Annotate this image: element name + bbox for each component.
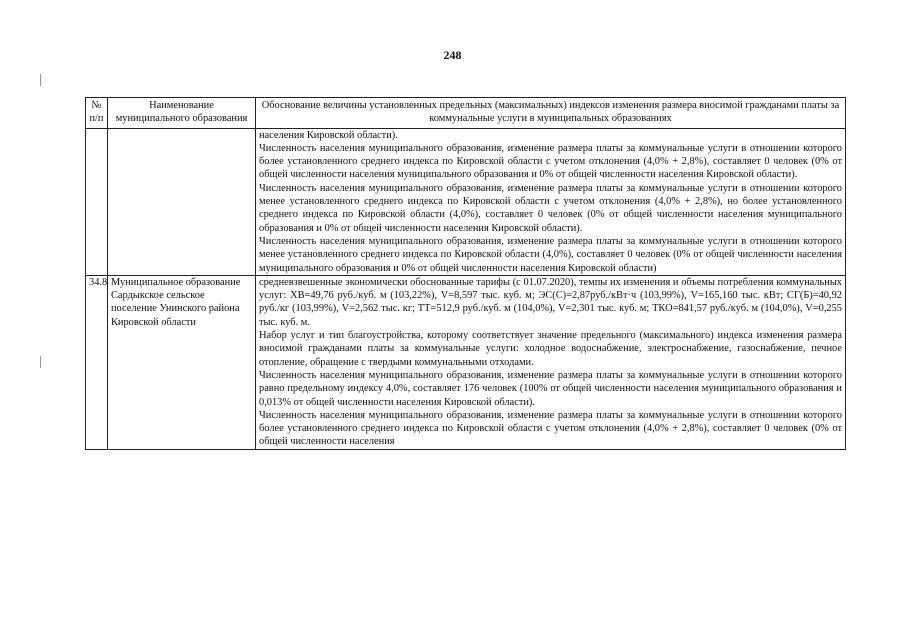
header-municipality-name: Наименование муниципального образования: [108, 98, 256, 129]
justification-paragraph: Численность населения муниципального образования, изменение размера платы за коммунальные услуги в отношении которого менее установленного среднего индекса по Кировской области с учетом отклонения (4,0% + 2,8%), но более установленного среднего индекса по Кировской области (4,0%), составляет 0 человек (0% от общей численности населения муниципального образования и 0% от общей численности населения Кировской области).: [259, 182, 842, 234]
justification-paragraph: Численность населения муниципального образования, изменение размера платы за коммунальные услуги в отношении которого более установленного среднего индекса по Кировской области с учетом отклонения (4,0% + 2,8%), составляет 0 человек (0% от общей численности населения муниципального образования и 0% от общей численности населения Кировской области).: [259, 142, 842, 181]
row-municipality-name: [108, 128, 256, 275]
justification-paragraph: населения Кировской области).: [259, 129, 398, 141]
row-justification: [256, 128, 846, 275]
table-row: [86, 275, 846, 449]
page-number: 248: [443, 48, 462, 62]
indices-justification-table: [85, 97, 846, 450]
row-number: [86, 128, 108, 275]
justification-paragraph: Численность населения муниципального образования, изменение размера платы за коммунальные услуги в отношении которого равно предельному индексу 4,0%, составляет 176 человек (100% от общей численности населения муниципального образования и 0,013% от общей численности населения Кировской области).: [259, 369, 842, 408]
scan-margin-mark: [40, 356, 41, 368]
justification-paragraph: средневзвешенные экономически обоснованные тарифы (с 01.07.2020), темпы их изменения и объемы потребления коммунальных услуг: ХВ=49,76 руб./куб. м (103,22%), V=8,597 тыс. куб. м; ЭС(С)=2,87руб./кВт·ч (103,99%), V=165,160 тыс. кВт; СГ(Б)=40,92 руб./кг (103,99%), V=2,562 тыс. кг; ТТ=512,9 руб./куб. м (104,0%), V=2,301 тыс. куб. м; ТКО=841,57 руб./куб. м (104,0%), V=0,255 тыс. куб. м.: [259, 276, 842, 328]
table-header-row: [86, 98, 846, 129]
header-number: № п/п: [86, 98, 108, 129]
row-municipality-name: Муниципальное образование Сардыкское сельское поселение Унинского района Кировской области: [108, 275, 256, 449]
table-row: [86, 128, 846, 275]
header-justification: Обоснование величины установленных предельных (максимальных) индексов изменения размера вносимой гражданами платы за коммунальные услуги в муниципальных образованиях: [256, 98, 846, 129]
justification-paragraph: Численность населения муниципального образования, изменение размера платы за коммунальные услуги в отношении которого более установленного среднего индекса по Кировской области с учетом отклонения (4,0% + 2,8%), составляет 0 человек (0% от общей численности населения: [259, 409, 842, 448]
justification-paragraph: Набор услуг и тип благоустройства, которому соответствует значение предельного (максимального) индекса изменения размера вносимой гражданами платы за коммунальные услуги: холодное водоснабжение, электроснабжение, газоснабжение, печное отопление, обращение с твердыми коммунальными отходами.: [259, 330, 842, 368]
row-number: 34.8: [86, 275, 108, 449]
scan-margin-mark: [40, 74, 41, 86]
justification-paragraph: Численность населения муниципального образования, изменение размера платы за коммунальные услуги в отношении которого менее установленного среднего индекса по Кировской области (4,0%), составляет 0 человек (0% от общей численности населения муниципального образования и 0% от общей численности населения Кировской области): [259, 235, 842, 274]
row-justification: [256, 275, 846, 449]
